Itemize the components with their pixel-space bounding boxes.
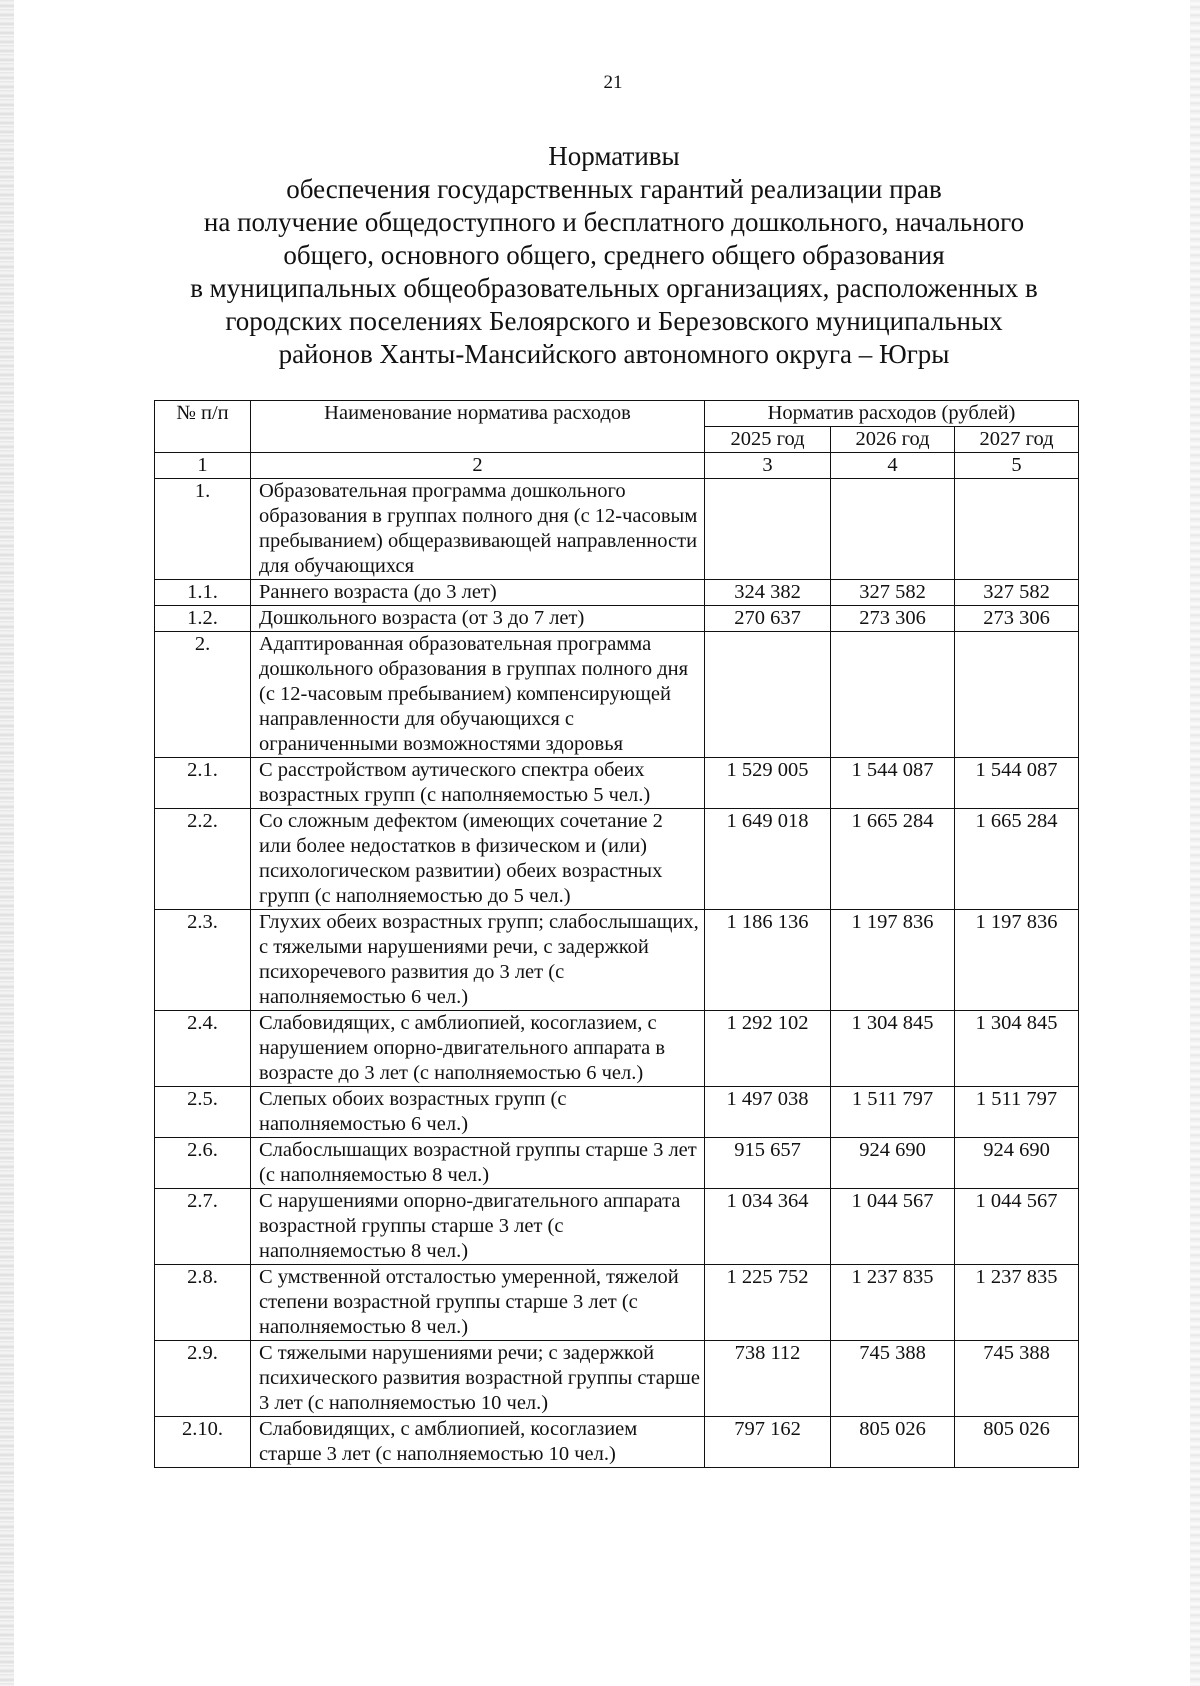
value-2025: 738 112 xyxy=(705,1341,831,1417)
value-2027: 1 237 835 xyxy=(955,1265,1079,1341)
header-year-2026: 2026 год xyxy=(831,427,955,453)
value-2025: 1 034 364 xyxy=(705,1189,831,1265)
row-number: 2.3. xyxy=(155,910,251,1011)
table-row xyxy=(155,1341,1079,1417)
row-number: 2.5. xyxy=(155,1087,251,1138)
value-2025 xyxy=(705,479,831,580)
col-number: 1 xyxy=(155,453,251,479)
value-2027: 1 044 567 xyxy=(955,1189,1079,1265)
table-row xyxy=(155,758,1079,809)
value-2025: 1 186 136 xyxy=(705,910,831,1011)
value-2026: 1 237 835 xyxy=(831,1265,955,1341)
value-2025 xyxy=(705,632,831,758)
table-row xyxy=(155,606,1079,632)
row-number: 2.6. xyxy=(155,1138,251,1189)
col-number: 2 xyxy=(251,453,705,479)
value-2026: 805 026 xyxy=(831,1417,955,1468)
table-row xyxy=(155,1087,1079,1138)
table-row xyxy=(155,1138,1079,1189)
table-row xyxy=(155,1417,1079,1468)
value-2026: 1 304 845 xyxy=(831,1011,955,1087)
row-name: Дошкольного возраста (от 3 до 7 лет) xyxy=(251,606,705,632)
row-name: Слабовидящих, с амблиопией, косоглазием, с нарушением опорно-двигательного аппарата в возрасте до 3 лет (с наполняемостью 6 чел.) xyxy=(251,1011,705,1087)
row-number: 2.8. xyxy=(155,1265,251,1341)
value-2027: 327 582 xyxy=(955,580,1079,606)
value-2026 xyxy=(831,479,955,580)
table-row xyxy=(155,580,1079,606)
value-2025: 797 162 xyxy=(705,1417,831,1468)
row-number: 1. xyxy=(155,479,251,580)
value-2027: 1 197 836 xyxy=(955,910,1079,1011)
value-2025: 1 529 005 xyxy=(705,758,831,809)
row-number: 1.1. xyxy=(155,580,251,606)
title-line: общего, основного общего, среднего общего образования xyxy=(283,240,945,270)
row-name: Слабовидящих, с амблиопией, косоглазием старше 3 лет (с наполняемостью 10 чел.) xyxy=(251,1417,705,1468)
value-2026: 273 306 xyxy=(831,606,955,632)
row-number: 2.2. xyxy=(155,809,251,910)
table-row xyxy=(155,809,1079,910)
value-2027: 745 388 xyxy=(955,1341,1079,1417)
row-name: Со сложным дефектом (имеющих сочетание 2 или более недостатков в физическом и (или) психологическом развитии) обеих возрастных групп (с наполняемостью до 5 чел.) xyxy=(251,809,705,910)
table-colnum-row xyxy=(155,453,1079,479)
value-2027: 1 511 797 xyxy=(955,1087,1079,1138)
scan-edge-right xyxy=(1190,0,1200,1686)
norms-table xyxy=(154,400,1079,1468)
row-number: 2.1. xyxy=(155,758,251,809)
row-name: С тяжелыми нарушениями речи; с задержкой психического развития возрастной группы старше 3 лет (с наполняемостью 10 чел.) xyxy=(251,1341,705,1417)
value-2026: 924 690 xyxy=(831,1138,955,1189)
header-year-2025: 2025 год xyxy=(705,427,831,453)
scan-edge-left xyxy=(0,0,14,1686)
value-2025: 1 292 102 xyxy=(705,1011,831,1087)
table-header-row xyxy=(155,401,1079,427)
value-2025: 270 637 xyxy=(705,606,831,632)
page-number: 21 xyxy=(603,72,623,93)
value-2025: 1 225 752 xyxy=(705,1265,831,1341)
table-row xyxy=(155,1265,1079,1341)
value-2026: 1 511 797 xyxy=(831,1087,955,1138)
value-2025: 915 657 xyxy=(705,1138,831,1189)
row-name: С расстройством аутического спектра обеих возрастных групп (с наполняемостью 5 чел.) xyxy=(251,758,705,809)
title-line: на получение общедоступного и бесплатного дошкольного, начального xyxy=(203,207,1025,237)
row-name: С нарушениями опорно-двигательного аппарата возрастной группы старше 3 лет (с наполняемостью 8 чел.) xyxy=(251,1189,705,1265)
value-2025: 324 382 xyxy=(705,580,831,606)
value-2027: 924 690 xyxy=(955,1138,1079,1189)
value-2026: 327 582 xyxy=(831,580,955,606)
value-2026: 1 044 567 xyxy=(831,1189,955,1265)
row-name: Адаптированная образовательная программа дошкольного образования в группах полного дня (с 12-часовым пребыванием) компенсирующей направленности для обучающихся с ограниченными возможностями здоровья xyxy=(251,632,705,758)
title-line: Нормативы xyxy=(548,141,680,171)
value-2027: 1 544 087 xyxy=(955,758,1079,809)
value-2027: 805 026 xyxy=(955,1417,1079,1468)
value-2025: 1 497 038 xyxy=(705,1087,831,1138)
col-number: 3 xyxy=(705,453,831,479)
title-line: обеспечения государственных гарантий реализации прав xyxy=(286,174,942,204)
value-2026 xyxy=(831,632,955,758)
value-2026: 1 544 087 xyxy=(831,758,955,809)
header-year-2027: 2027 год xyxy=(955,427,1079,453)
title-line: в муниципальных общеобразовательных организациях, расположенных в xyxy=(190,273,1038,303)
value-2026: 1 197 836 xyxy=(831,910,955,1011)
table-row xyxy=(155,632,1079,758)
table-row xyxy=(155,479,1079,580)
table-row xyxy=(155,910,1079,1011)
row-number: 2.9. xyxy=(155,1341,251,1417)
value-2027: 273 306 xyxy=(955,606,1079,632)
row-number: 2. xyxy=(155,632,251,758)
row-name: Глухих обеих возрастных групп; слабослышащих, с тяжелыми нарушениями речи, с задержкой психоречевого развития до 3 лет (с наполняемостью 6 чел.) xyxy=(251,910,705,1011)
row-name: С умственной отсталостью умеренной, тяжелой степени возрастной группы старше 3 лет (с наполняемостью 8 чел.) xyxy=(251,1265,705,1341)
col-number: 5 xyxy=(955,453,1079,479)
value-2026: 1 665 284 xyxy=(831,809,955,910)
row-number: 2.10. xyxy=(155,1417,251,1468)
row-name: Слепых обоих возрастных групп (с наполняемостью 6 чел.) xyxy=(251,1087,705,1138)
table-row xyxy=(155,1189,1079,1265)
value-2027 xyxy=(955,479,1079,580)
row-name: Раннего возраста (до 3 лет) xyxy=(251,580,705,606)
document-title xyxy=(130,140,1098,371)
value-2026: 745 388 xyxy=(831,1341,955,1417)
row-name: Образовательная программа дошкольного образования в группах полного дня (с 12-часовым пребыванием) общеразвивающей направленности для обучающихся xyxy=(251,479,705,580)
header-name: Наименование норматива расходов xyxy=(251,401,705,453)
row-name: Слабослышащих возрастной группы старше 3 лет (с наполняемостью 8 чел.) xyxy=(251,1138,705,1189)
title-line: городских поселениях Белоярского и Березовского муниципальных xyxy=(225,306,1003,336)
table-row xyxy=(155,1011,1079,1087)
col-number: 4 xyxy=(831,453,955,479)
row-number: 2.7. xyxy=(155,1189,251,1265)
header-num: № п/п xyxy=(155,401,251,453)
title-line: районов Ханты-Мансийского автономного округа – Югры xyxy=(278,339,950,369)
value-2027: 1 304 845 xyxy=(955,1011,1079,1087)
value-2025: 1 649 018 xyxy=(705,809,831,910)
value-2027: 1 665 284 xyxy=(955,809,1079,910)
header-group: Норматив расходов (рублей) xyxy=(705,401,1079,427)
row-number: 1.2. xyxy=(155,606,251,632)
value-2027 xyxy=(955,632,1079,758)
row-number: 2.4. xyxy=(155,1011,251,1087)
